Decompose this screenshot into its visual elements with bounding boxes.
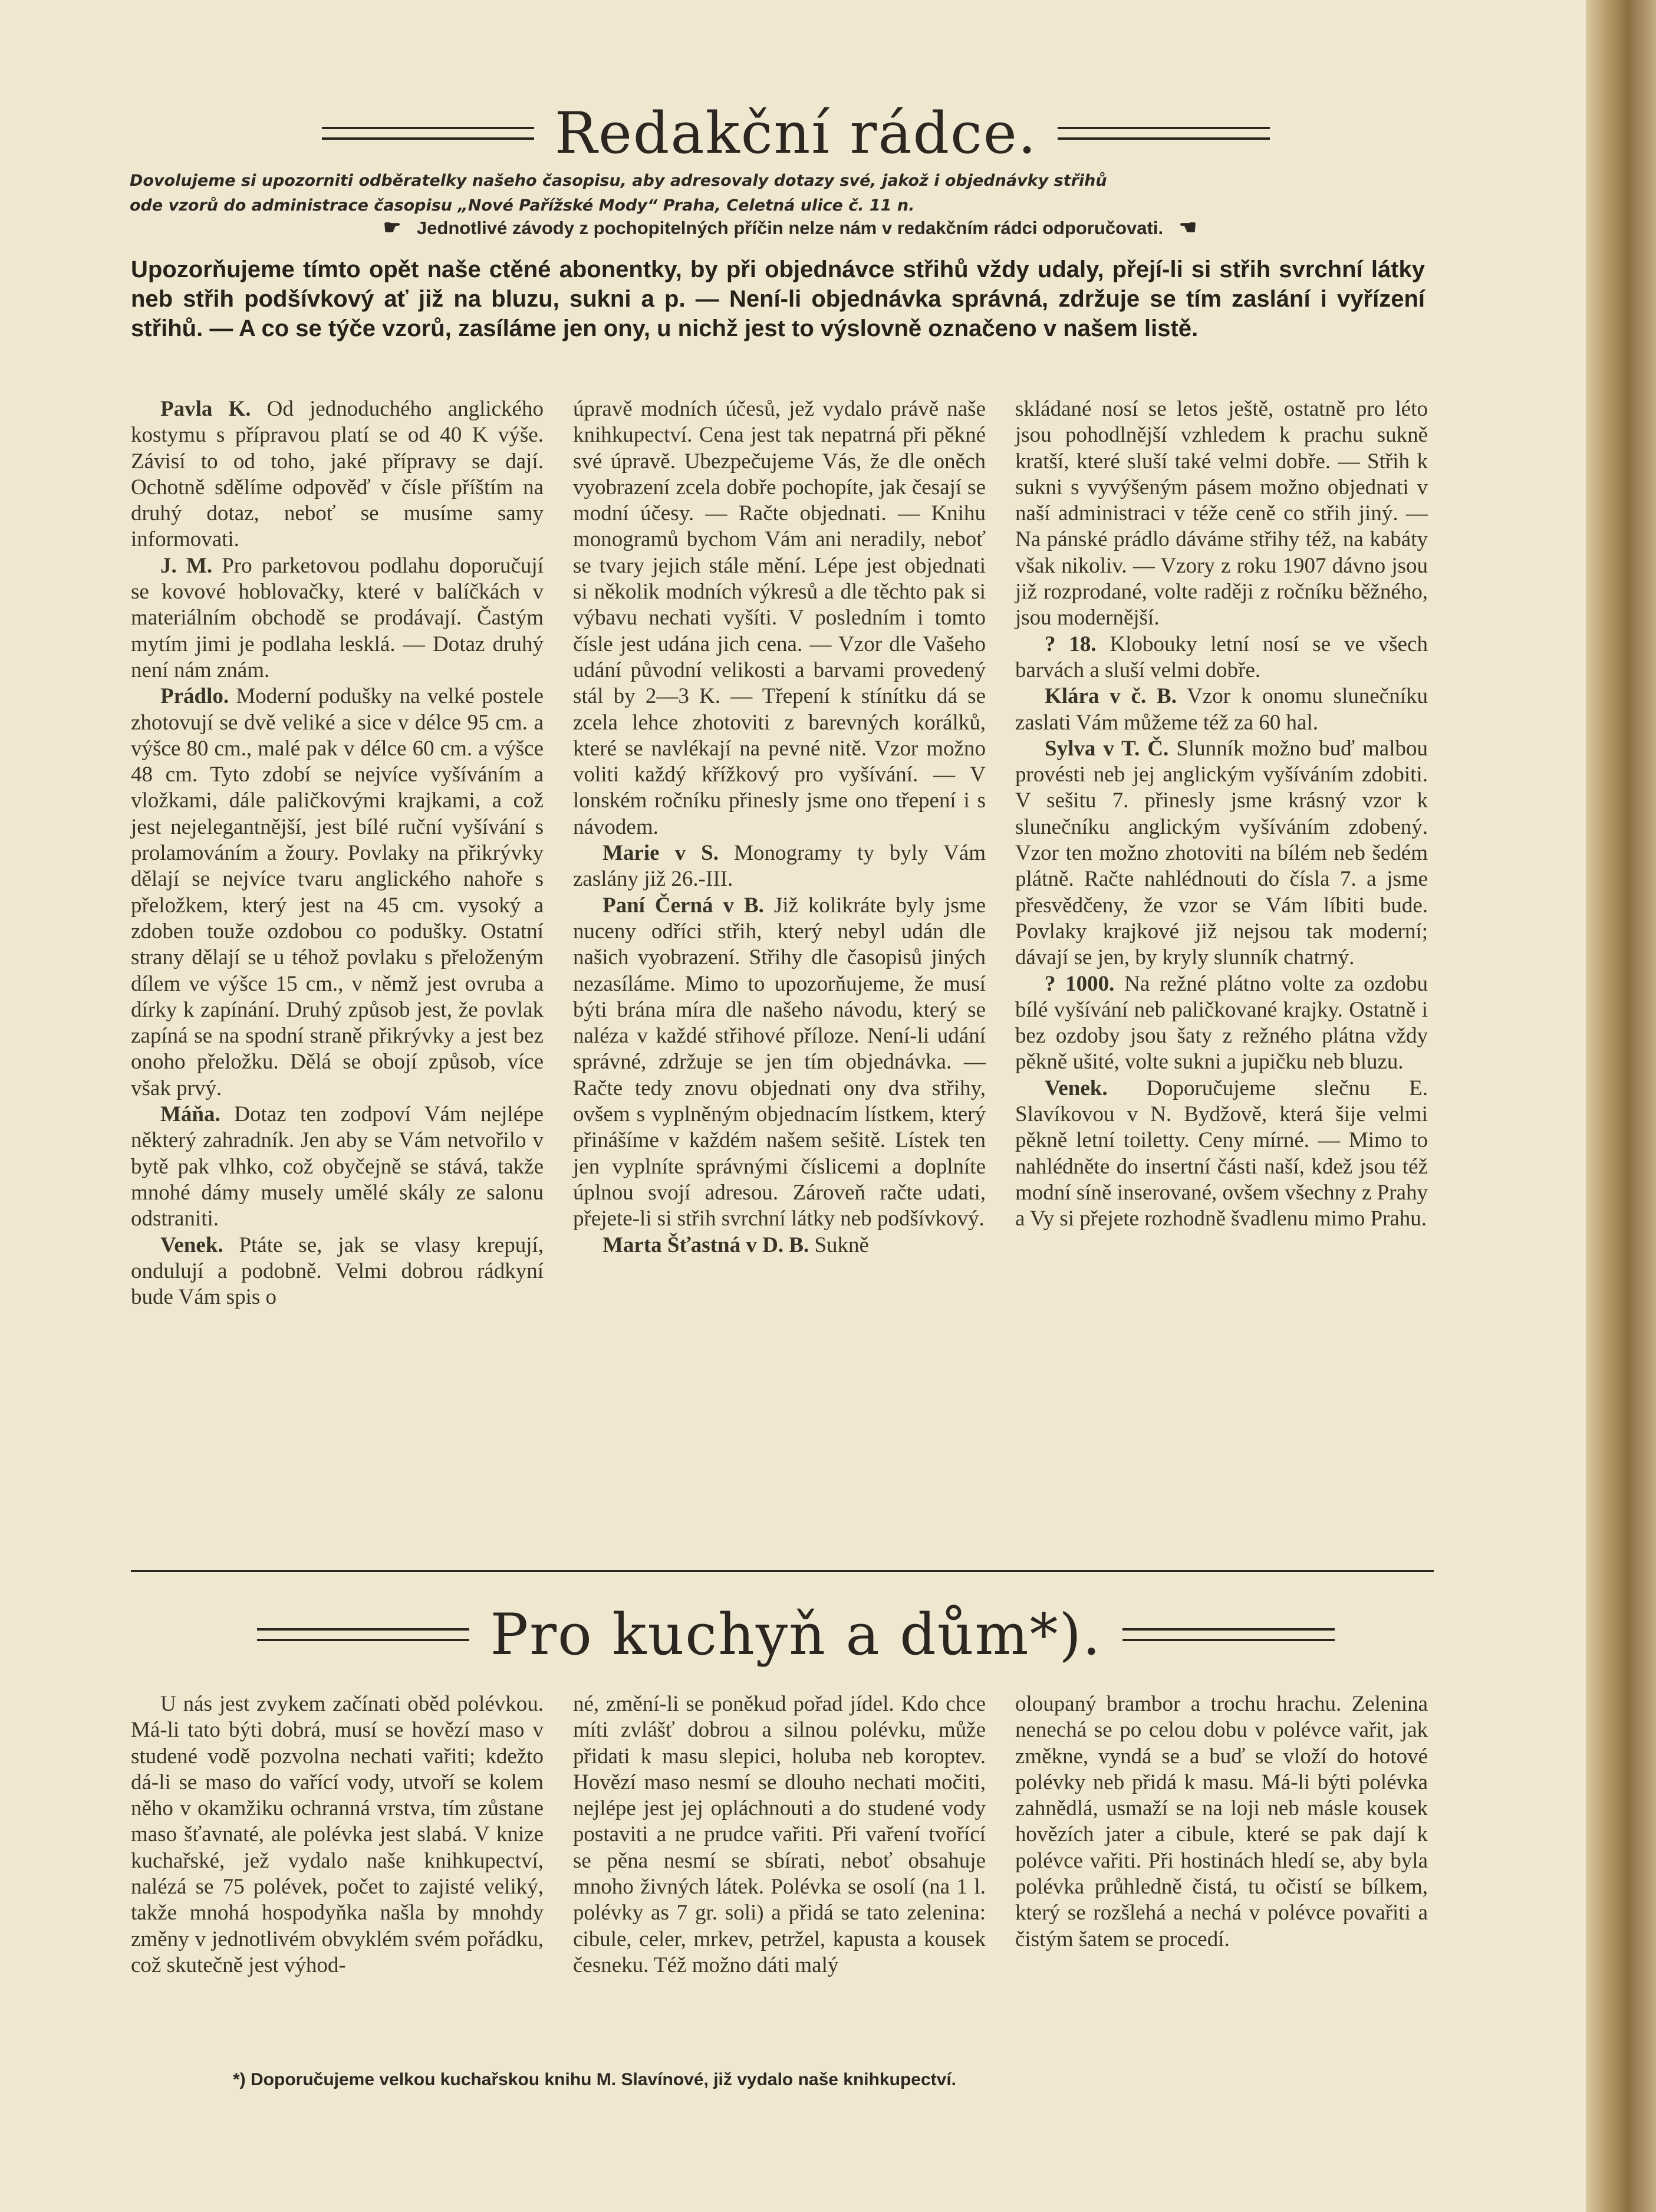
advice-name: Paní Černá v B. xyxy=(603,893,764,918)
kitchen-text: né, změní-li se poněkud pořad jídel. Kdo chce míti zvlášť dobrou a silnou polévku, může přidati k masu slepici, holuba neb koroptev. Hovězí maso nesmí se dlouho nechati močiti, nejlépe jest jej opláchnouti a do studené vody postaviti a ne prudce vařiti. Při vaření tvořící se pěna nesmí se sbírati, neboť obsahuje mnoho živných látek. Polévka se osolí (na 1 l. polévky as 7 gr. soli) a přidá se tato zelenina: cibule, celer, mrkev, petržel, kapusta a kousek česneku. Též možno dáti malý xyxy=(573,1692,986,1977)
subscriber-notice xyxy=(130,169,1427,218)
recommendation-warning xyxy=(200,216,1380,239)
kitchen-heading xyxy=(0,1602,1592,1668)
heading-rule-left xyxy=(257,1628,469,1641)
kitchen-columns xyxy=(131,1691,1428,1978)
kitchen-column-2 xyxy=(573,1691,986,1978)
binding-spine xyxy=(1586,0,1656,2212)
heading-rule-right xyxy=(1122,1628,1335,1641)
announcement: Upozorňujeme tímto opět naše ctěné abonentky, by při objednávce střihů vždy udaly, přejí-li si střih svrchní látky neb střih podšívkový ať již na bluzu, sukni a p. — Není-li objednávka správná, zdržuje se tím zaslání i vyřízení střihů. — A co se týče vzorů, zasíláme jen ony, u nichž jest to výslovně označeno v našem listě. xyxy=(131,257,1425,341)
advice-entry: Venek. Ptáte se, jak se vlasy krepují, ondulují a podobně. Velmi dobrou rádkyní bude Vám spis o xyxy=(131,1232,544,1310)
footnote: *) Doporučujeme velkou kuchařskou knihu M. Slavínové, již vydalo naše knihkupectví. xyxy=(233,2070,957,2089)
advice-entry: Paní Černá v B. Již kolikráte byly jsme nuceny odříci střih, který nebyl udán dle našich vyobrazení. Střihy dle časopisů jiných nezasíláme. Mimo to upozorňujeme, že musí býti brána míra dle našeho návodu, který se naléza v každé střihové příloze. Není-li udání správné, zdržuje se jen tím objednávka. — Račte tedy znovu objednati ony dva střihy, ovšem s vyplněným objednacím lístkem, který přinášíme v každém našem sešitě. Lístek ten jen vyplníte správnými číslicemi a doplníte úplnou svojí adresou. Zároveň račte udati, přejete-li si střih svrchní látky neb podšívkový. xyxy=(573,893,986,1231)
advice-name: Venek. xyxy=(1045,1076,1108,1100)
advice-name: Marta Šťastná v D. B. xyxy=(603,1232,809,1257)
heading-rule-right xyxy=(1058,127,1270,140)
advice-entry: Máňa. Dotaz ten zodpoví Vám nejlépe některý zahradník. Jen aby se Vám netvořilo v bytě pak vlhko, což obyčejně se stává, takže mnohé dámy musely umělé skály ze salonu odstraniti. xyxy=(131,1102,544,1231)
advice-name: Prádlo. xyxy=(160,684,229,709)
page-title: Redakční rádce. xyxy=(554,100,1038,166)
notice-line-2: ode vzorů do administrace časopisu „Nové Pařížské Mody“ Praha, Celetná ulice č. 11 n. xyxy=(130,196,915,215)
advice-name: Klára v č. B. xyxy=(1045,684,1177,709)
kitchen-text: U nás jest zvykem začínati oběd polévkou. Má-li tato býti dobrá, musí se hovězí maso v studené vodě pozvolna nechati vařiti; kdežto dá-li se maso do vařící vody, utvoří se kolem něho v okamžiku ochranná vrstva, tím zůstane maso šťavnaté, ale polévka jest slabá. V knize kuchařské, jež vydalo naše knihkupectví, nalézá se 75 polévek, počet to zajisté veliký, takže mnohá hospodyňka našla by mnohdy změny v jednotlivém obvyklém svém pořádku, což skutečně jest výhod- xyxy=(131,1692,544,1977)
advice-entry: Sylva v T. Č. Slunník možno buď malbou provésti neb jej anglickým vyšíváním zdobiti. V sešitu 7. přinesly jsme krásný vzor k slunečníku anglickým vyšíváním zdobený. Vzor ten možno zhotoviti na bílém neb šedém plátně. Račte nahlédnouti do čísla 7. a jsme přesvědčeny, že vzor se Vám líbiti bude. Povlaky krajkové již nejsou tak moderní; dávají se jen, by kryly slunník chatrný. xyxy=(1015,736,1428,970)
advice-entry: Prádlo. Moderní podušky na velké postele zhotovují se dvě veliké a sice v délce 95 cm. a výšce 80 cm., malé pak v délce 60 cm. a výšce 48 cm. Tyto zdobí se nejvíce vyšíváním a vložkami, dále paličkovými krajkami, a což jest nejelegantnější, jest bílé ruční vyšívání s prolamováním a žoury. Povlaky na přikrývky dělají se nejvíce tvaru anglického nahoře s přeložkem, který jest na 45 cm. vysoký a zdoben touže ozdobou co podušky. Ostatní strany dělají se u téhož povlaku s přeloženým dílem ve výšce 15 cm., v němž jest ovruba a dírky k zapínání. Druhý způsob jest, že povlak zapíná se na spodní straně přikrývky a jest bez onoho přeložku. Dělá se obojí způsob, více však prvý. xyxy=(131,684,544,1100)
advice-name: ? 1000. xyxy=(1045,971,1115,996)
advice-name: Máňa. xyxy=(160,1102,220,1127)
advice-entry: Marie v S. Monogramy ty byly Vám zaslány již 26.-III. xyxy=(573,841,986,892)
advice-column-1 xyxy=(131,396,544,1310)
advice-name: ? 18. xyxy=(1045,632,1097,656)
advice-name: J. M. xyxy=(160,553,213,578)
advice-continuation: skládané nosí se letos ještě, ostatně pro léto jsou pohodlnější vzhledem k prachu sukně kratší, které sluší také velmi dobře. — Střih k sukni s vyvýšeným pásem možno objednati v naší administraci v téže ceně co střih jiný. — Na pánské prádlo dáváme střihy též, na kabáty však nikoliv. — Vzory z roku 1907 dávno jsou již rozprodané, volte raději z ročníku běžného, jsou modernější. xyxy=(1015,397,1428,630)
kitchen-column-1 xyxy=(131,1691,544,1978)
advice-name: Pavla K. xyxy=(160,397,251,421)
editorial-heading xyxy=(0,100,1592,166)
advice-continuation: úpravě modních účesů, jež vydalo právě naše knihkupectví. Cena jest tak nepatrná při pěkné své úpravě. Ubezpečujeme Vás, že dle oněch vyobrazení zcela dobře pochopíte, jak česají se modní účesy. — Račte objednati. — Knihu monogramů bychom Vám ani neradily, neboť se tvary jejich stále mění. Lépe jest objednati si několik modních výkresů a dle těchto pak si výbavu nechati vyšíti. V posledním i tomto čísle jest udána jich cena. — Vzor dle Vašeho udání původní velikosti a barvami provedený stál by 2—3 K. — Třepení k stínítku dá se zcela lehce zhotoviti z barevných korálků, které se navlékají na pevné nitě. Vzor možno voliti každý křížkový pro vyšívání. — V lonském ročníku přinesly jsme ono třepení i s návodem. xyxy=(573,397,986,839)
advice-entry: ? 18. Klobouky letní nosí se ve všech barvách a sluší velmi dobře. xyxy=(1015,632,1428,682)
advice-entry: Klára v č. B. Vzor k onomu slunečníku zaslati Vám můžeme též za 60 hal. xyxy=(1015,684,1428,735)
advice-entry: Pavla K. Od jednoduchého anglického kostymu s přípravou platí se od 40 K výše. Závisí to od toho, jaké přípravy se dají. Ochotně sdělíme odpověď v čísle příštím na druhý dotaz, neboť se musíme samy informovati. xyxy=(131,397,544,552)
pointing-hand-right-icon: ☛ xyxy=(383,216,401,239)
section-divider xyxy=(131,1570,1434,1572)
section-title: Pro kuchyň a dům*). xyxy=(490,1602,1102,1668)
advice-entry: Venek. Doporučujeme slečnu E. Slavíkovou v N. Bydžově, která šije velmi pěkně letní toiletty. Ceny mírné. — Mimo to nahlédněte do insertní části naší, kdež jsou též modní síně inserované, ovšem všechny z Prahy a Vy si přejete rozhodně švadlenu mimo Prahu. xyxy=(1015,1076,1428,1231)
advice-name: Marie v S. xyxy=(603,841,719,866)
advice-name: Sylva v T. Č. xyxy=(1045,736,1169,761)
notice-line-1: Dovolujeme si upozorniti odběratelky našeho časopisu, aby adresovaly dotazy své, jakož i objednávky střihů xyxy=(130,172,1107,190)
advice-column-3 xyxy=(1015,396,1428,1310)
advice-entry: ? 1000. Na režné plátno volte za ozdobu bílé vyšívání neb paličkované krajky. Ostatně i bez ozdoby jsou šaty z režného plátna vždy pěkně ušité, volte sukni a jupičku neb bluzu. xyxy=(1015,971,1428,1074)
kitchen-column-3 xyxy=(1015,1691,1428,1978)
warning-text: Jednotlivé závody z pochopitelných příčin nelze nám v redakčním rádci odporučovati. xyxy=(416,218,1164,238)
advice-entry: J. M. Pro parketovou podlahu doporučují se kovové hoblovačky, které v balíčkách v materiálním obchodě se prodávají. Častým mytím jimi je podlaha lesklá. — Dotaz druhý není nám znám. xyxy=(131,553,544,682)
advice-columns xyxy=(131,396,1428,1310)
pointing-hand-left-icon: ☚ xyxy=(1178,216,1197,239)
advice-name: Venek. xyxy=(160,1232,223,1257)
advice-entry: Marta Šťastná v D. B. Sukně xyxy=(603,1232,869,1257)
heading-rule-left xyxy=(322,127,534,140)
kitchen-text: oloupaný brambor a trochu hrachu. Zelenina nenechá se po celou dobu v polévce vařit, jak změkne, vyndá se a buď se vloží do hotové polévky neb přidá k masu. Má-li býti polévka zahnědlá, usmaží se na loji neb másle kousek hovězích jater a cibule, které se pak dají k polévce vařiti. Při hostinách hledí se, aby byla polévka průhledně čistá, tu očistí se bílkem, který se rozšlehá a nechá v polévce povařiti a čistým šatem se procedí. xyxy=(1015,1692,1428,1951)
advice-column-2 xyxy=(573,396,986,1310)
